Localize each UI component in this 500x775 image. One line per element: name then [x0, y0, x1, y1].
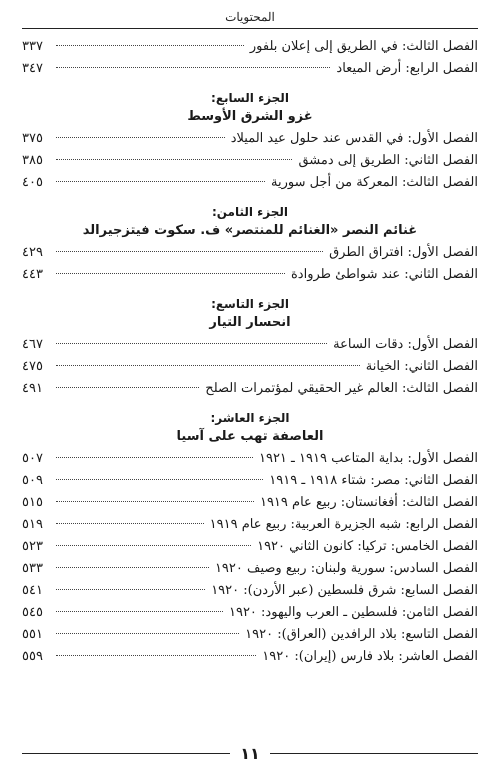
toc-body	[22, 39, 478, 671]
dot-leader	[56, 67, 330, 68]
toc-entry-title: الفصل السابع: شرق فلسطين (عبر الأردن): ١٩٢٠	[211, 583, 478, 598]
toc-entry-title: الفصل الرابع: أرض الميعاد	[336, 61, 478, 76]
dot-leader	[56, 567, 209, 568]
toc-entry	[22, 153, 478, 175]
part-title: غزو الشرق الأوسط	[187, 109, 313, 124]
toc-entry	[22, 245, 478, 267]
toc-entry-page: ٥٢٣	[22, 539, 43, 554]
toc-entry-page: ٤٠٥	[22, 175, 43, 190]
toc-entry-page: ٥١٥	[22, 495, 43, 510]
toc-entry	[22, 337, 478, 359]
toc-entry-title: الفصل الأول: بداية المتاعب ١٩١٩ ـ ١٩٢١	[258, 451, 478, 466]
toc-entry-title: الفصل الثالث: أفغانستان: ربيع عام ١٩١٩	[259, 495, 478, 510]
dot-leader	[56, 589, 205, 590]
toc-entry-page: ٤٧٥	[22, 359, 43, 374]
toc-entry-page: ٣٧٥	[22, 131, 43, 146]
toc-entry	[22, 473, 478, 495]
dot-leader	[56, 45, 244, 46]
toc-entry-page: ٤٤٣	[22, 267, 43, 282]
toc-entry-page: ٥١٩	[22, 517, 43, 532]
toc-entry-title: الفصل الثالث: العالم غير الحقيقي لمؤتمرات الصلح	[205, 381, 478, 396]
part-label: الجزء العاشر:	[210, 411, 290, 425]
toc-entry-page: ٥٤١	[22, 583, 43, 598]
toc-entry-title: الفصل الثامن: فلسطين ـ العرب واليهود: ١٩٢٠	[228, 605, 478, 620]
toc-entry	[22, 517, 478, 539]
dot-leader	[56, 479, 263, 480]
toc-entry	[22, 61, 478, 83]
toc-entry-title: الفصل الثالث: المعركة من أجل سورية	[270, 175, 478, 190]
dot-leader	[56, 633, 239, 634]
header-rule	[22, 28, 478, 29]
toc-entry	[22, 649, 478, 671]
part-title: العاصفة تهب على آسيا	[176, 429, 324, 444]
dot-leader	[56, 457, 253, 458]
dot-leader	[56, 501, 254, 502]
footer-rule-left	[22, 753, 230, 754]
toc-entry-page: ٤٢٩	[22, 245, 43, 260]
part-label: الجزء الثامن:	[211, 205, 289, 219]
part-label: الجزء السابع:	[211, 91, 289, 105]
toc-entry-title: الفصل الثاني: عند شواطئ طروادة	[290, 267, 478, 282]
dot-leader	[56, 137, 225, 138]
toc-entry-title: الفصل الثالث: في الطريق إلى إعلان بلفور	[249, 39, 478, 54]
part-title: انحسار التيار	[209, 315, 291, 330]
dot-leader	[56, 159, 292, 160]
toc-entry-title: الفصل الأول: في القدس عند حلول عيد الميلاد	[230, 131, 478, 146]
toc-entry-title: الفصل الثاني: مصر: شتاء ١٩١٨ ـ ١٩١٩	[269, 473, 478, 488]
toc-entry	[22, 561, 478, 583]
toc-entry	[22, 175, 478, 197]
toc-entry	[22, 583, 478, 605]
page-number: ١١	[240, 743, 260, 763]
toc-entry-title: الفصل الثاني: الطريق إلى دمشق	[298, 153, 478, 168]
toc-entry-title: الفصل الثاني: الخيانة	[365, 359, 478, 374]
dot-leader	[56, 545, 251, 546]
toc-entry-page: ٤٦٧	[22, 337, 43, 352]
toc-entry-page: ٥٥٩	[22, 649, 43, 664]
toc-entry-page: ٥٣٣	[22, 561, 43, 576]
toc-entry-page: ٥٤٥	[22, 605, 43, 620]
part-label: الجزء التاسع:	[211, 297, 289, 311]
toc-entry	[22, 451, 478, 473]
toc-entry-title: الفصل السادس: سورية ولبنان: ربيع وصيف ١٩٢٠	[214, 561, 478, 576]
toc-entry-page: ٥٥١	[22, 627, 43, 642]
toc-entry-page: ٥٠٩	[22, 473, 43, 488]
toc-entry	[22, 39, 478, 61]
toc-entry	[22, 381, 478, 403]
dot-leader	[56, 365, 360, 366]
toc-entry-page: ٤٩١	[22, 381, 43, 396]
toc-entry	[22, 495, 478, 517]
part-title: غنائم النصر «الغنائم للمنتصر» ف. سكوت فيتزجيرالد	[82, 223, 418, 238]
toc-entry	[22, 359, 478, 381]
dot-leader	[56, 343, 327, 344]
toc-entry-title: الفصل التاسع: بلاد الرافدين (العراق): ١٩٢٠	[245, 627, 478, 642]
toc-entry-title: الفصل الرابع: شبه الجزيرة العربية: ربيع عام ١٩١٩	[209, 517, 478, 532]
dot-leader	[56, 181, 265, 182]
running-header: المحتويات	[225, 10, 275, 24]
toc-entry-page: ٣٨٥	[22, 153, 43, 168]
toc-entry	[22, 131, 478, 153]
toc-entry-title: الفصل الأول: دقات الساعة	[333, 337, 478, 352]
toc-entry-title: الفصل العاشر: بلاد فارس (إيران): ١٩٢٠	[262, 649, 478, 664]
dot-leader	[56, 251, 323, 252]
dot-leader	[56, 655, 256, 656]
toc-entry	[22, 627, 478, 649]
footer-rule-right	[270, 753, 478, 754]
toc-entry	[22, 539, 478, 561]
dot-leader	[56, 387, 199, 388]
dot-leader	[56, 273, 285, 274]
toc-entry	[22, 605, 478, 627]
dot-leader	[56, 611, 223, 612]
toc-entry	[22, 267, 478, 289]
toc-entry-page: ٣٣٧	[22, 39, 43, 54]
toc-entry-page: ٣٤٧	[22, 61, 43, 76]
page-footer	[22, 739, 478, 767]
toc-page	[22, 8, 478, 767]
dot-leader	[56, 523, 204, 524]
toc-entry-page: ٥٠٧	[22, 451, 43, 466]
toc-entry-title: الفصل الخامس: تركيا: كانون الثاني ١٩٢٠	[257, 539, 478, 554]
toc-entry-title: الفصل الأول: افتراق الطرق	[329, 245, 478, 260]
